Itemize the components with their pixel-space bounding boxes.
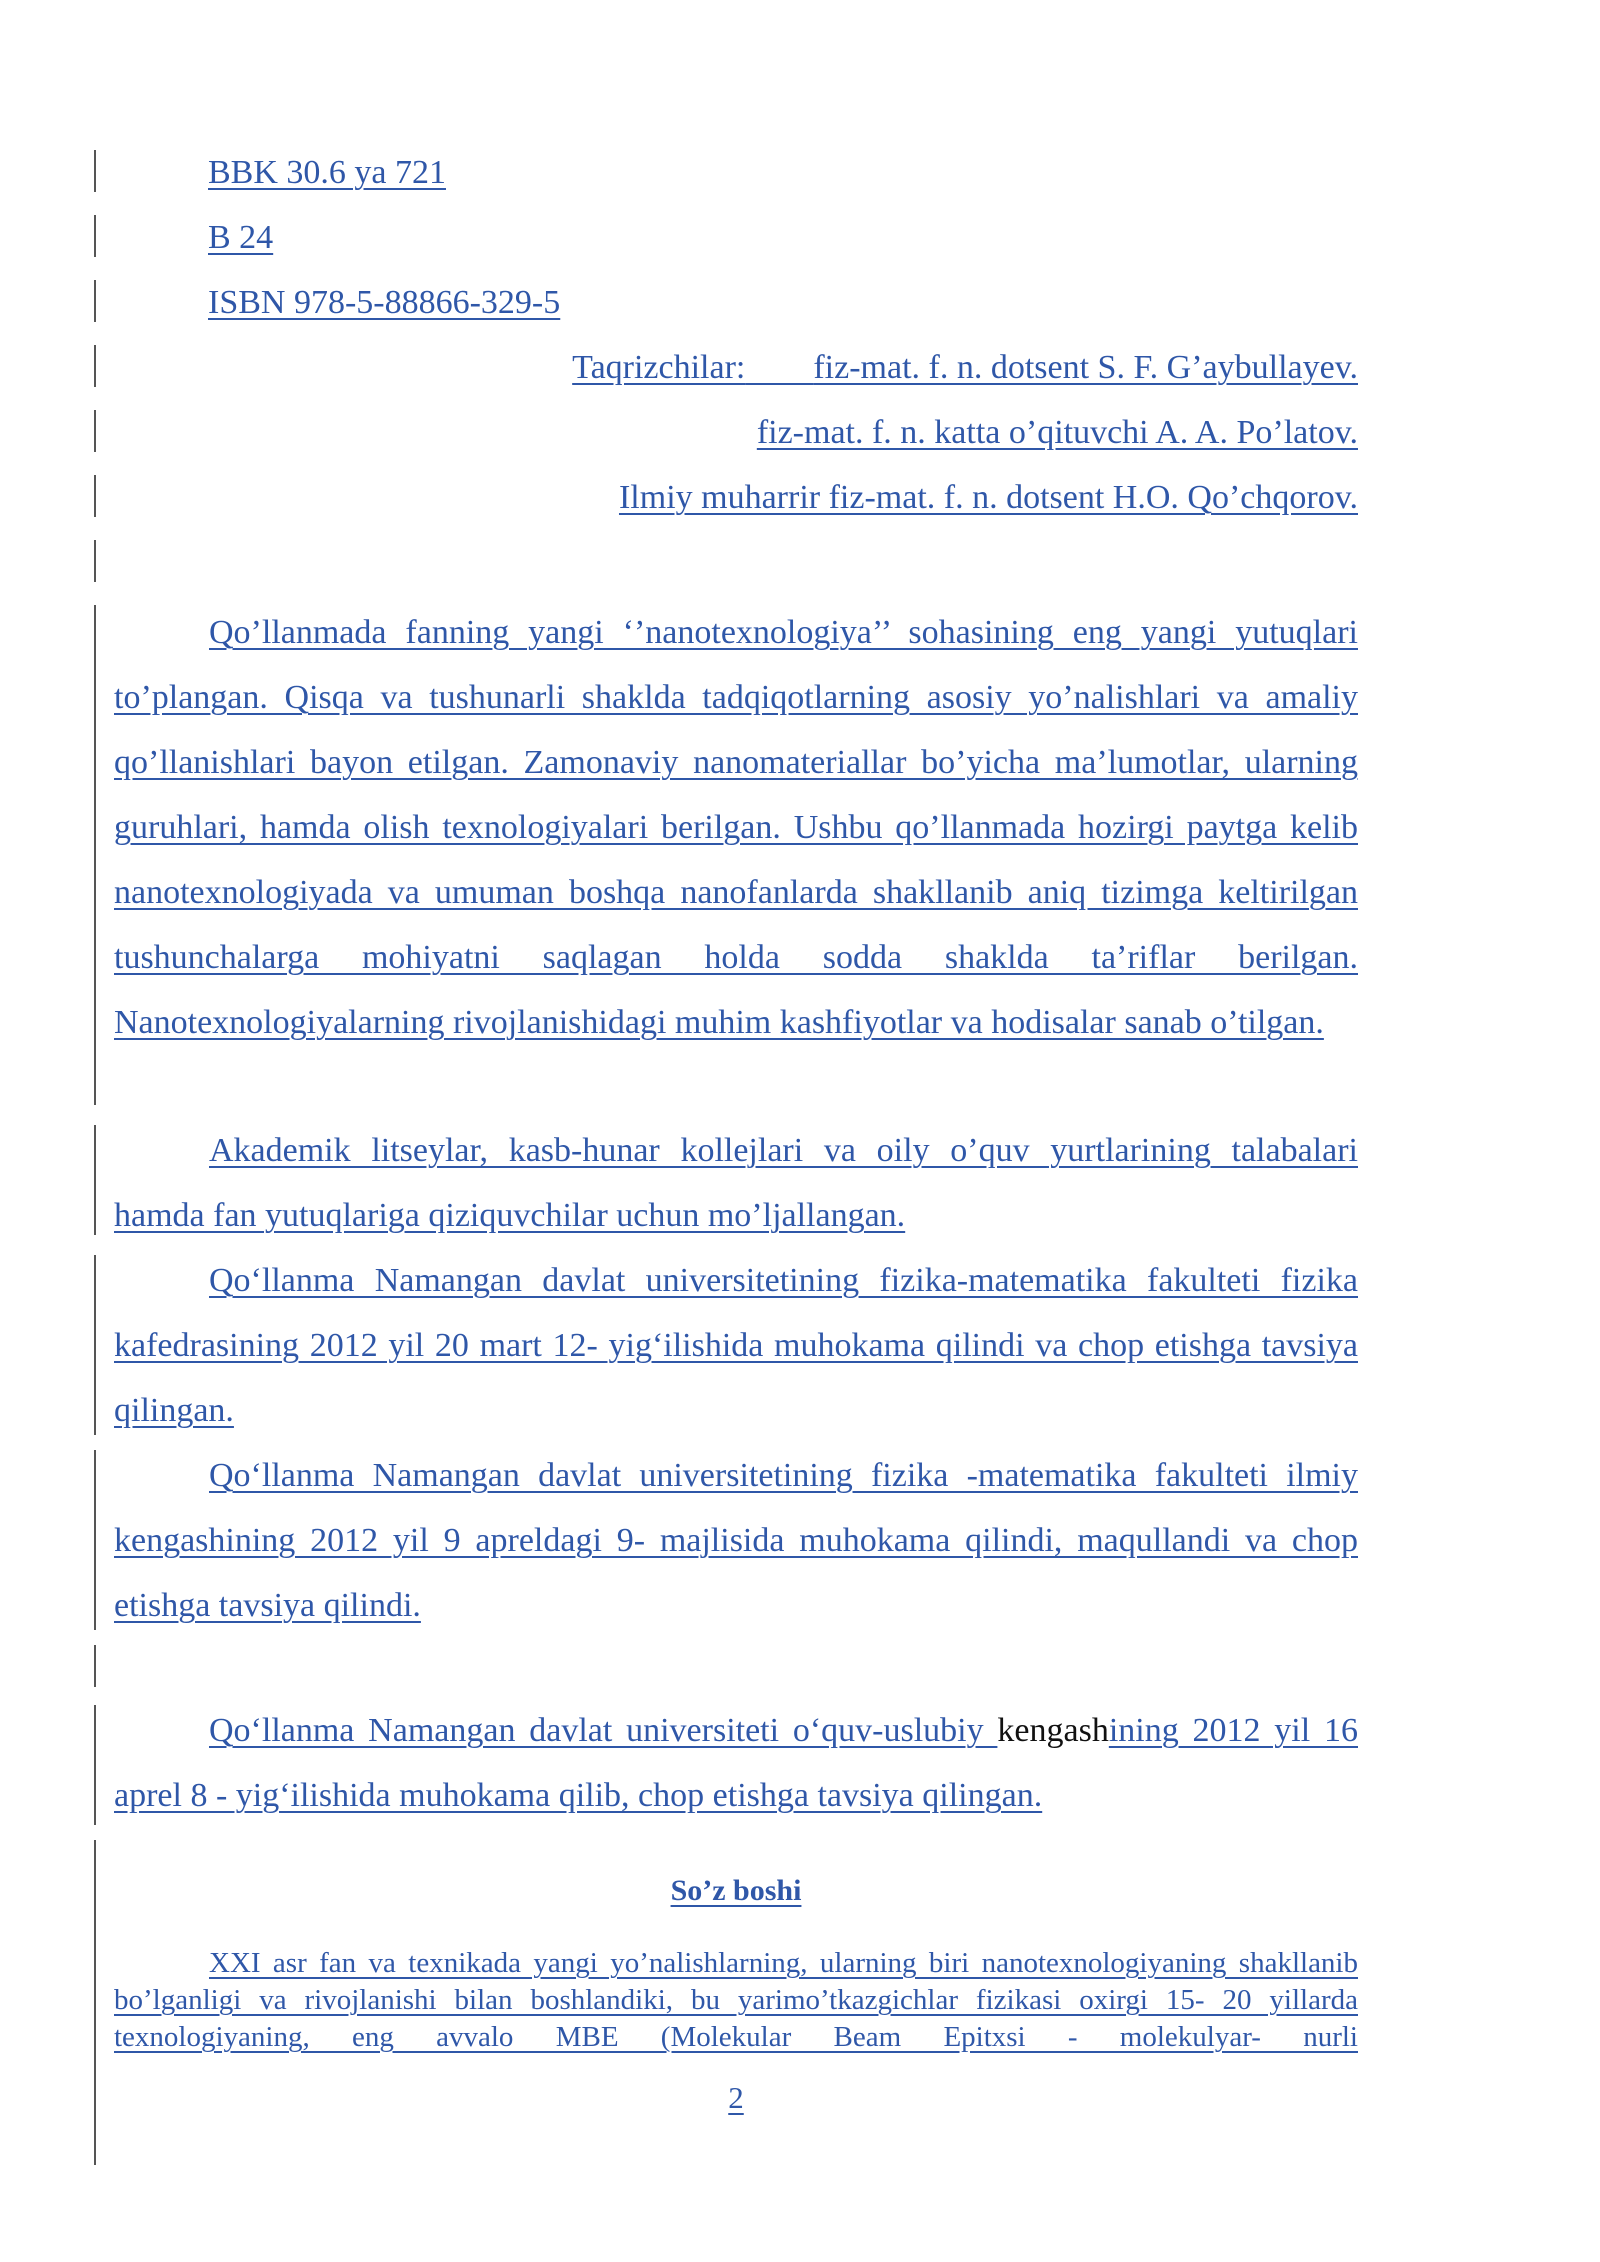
paragraph-audience: Akademik litseylar, kasb-hunar kollejlari va oily o’quv yurtlarining talabalari hamda fan yutuqlariga qiziquvchilar uchun mo’ljallangan.: [114, 1132, 1358, 1234]
change-bar: [94, 1450, 96, 1630]
change-bar: [94, 475, 96, 517]
preface-title: So’z boshi: [670, 1874, 802, 1907]
reviewers-label: Taqrizchilar:: [572, 349, 746, 386]
page-number: 2: [728, 2080, 744, 2115]
change-bar: [94, 345, 96, 387]
change-bar: [94, 605, 96, 1105]
change-bar: [94, 1255, 96, 1435]
change-bar: [94, 1645, 96, 1687]
scientific-editor: Ilmiy muharrir fiz-mat. f. n. dotsent H.O. Qo’chqorov.: [618, 479, 1358, 516]
change-bar: [94, 215, 96, 257]
change-bar: [94, 280, 96, 322]
paragraph-council-approval: Qo‘llanma Namangan davlat universitetining fizika -matematika fakulteti ilmiy kengashining 2012 yil 9 apreldagi 9- majlisida muhokama qilindi, maqullandi va chop etishga tavsiya qilindi.: [114, 1457, 1358, 1624]
paragraph-department-approval: Qo‘llanma Namangan davlat universitetining fizika-matematika fakulteti fizika kafedrasining 2012 yil 20 mart 12- yig‘ilishida muhokama qilindi va chop etishga tavsiya qilingan.: [114, 1262, 1358, 1429]
change-bar: [94, 150, 96, 192]
paragraph-annotation: Qo’llanmada fanning yangi ‘’nanotexnologiya’’ sohasining eng yangi yutuqlari to’plangan. Qisqa va tushunarli shaklda tadqiqotlarning asosiy yo’nalishlari va amaliy qo’llanishlari bayon etilgan. Zamonaviy nanomateriallar bo’yicha ma’lumotlar, ularning guruhlari, hamda olish texnologiyalari berilgan. Ushbu qo’llanmada hozirgi paytga kelib nanotexnologiyada va umuman boshqa nanofanlarda shakllanib aniq tizimga keltirilgan tushunchalarga mohiyatni saqlagan holda sodda shaklda ta’riflar berilgan. Nanotexnologiyalarning rivojlanishidagi muhim kashfiyotlar va hodisalar sanab o’tilgan.: [114, 614, 1358, 1041]
change-bar: [94, 540, 96, 582]
isbn: ISBN 978-5-88866-329-5: [208, 284, 561, 321]
bbk-code: BBK 30.6 ya 721: [208, 154, 446, 191]
change-bar: [94, 1125, 96, 1235]
preface-text: XXI asr fan va texnikada yangi yo’nalishlarning, ularning biri nanotexnologiyaning shakllanib bo’lganligi va rivojlanishi bilan boshlandiki, bu yarimo’tkazgichlar fizikasi oxirgi 15- 20 yillarda texnologiyaning, eng avvalo MBE (Molekular Beam Epitxsi - molekulyar- nurli: [114, 1947, 1358, 2053]
change-bar: [94, 1705, 96, 1825]
reviewers-line-1: [572, 348, 1358, 388]
reviewer-2: fiz-mat. f. n. katta o’qituvchi A. A. Po’latov.: [756, 414, 1358, 451]
change-bar: [94, 410, 96, 452]
book-code: B 24: [208, 219, 274, 256]
paragraph-methodical-approval: Qo‘llanma Namangan davlat universiteti o‘quv-uslubiy kengashining 2012 yil 16 aprel 8 - yig‘ilishida muhokama qilib, chop etishga tavsiya qilingan.: [114, 1712, 1358, 1814]
reviewer-1: fiz-mat. f. n. dotsent S. F. G’aybullayev.: [813, 349, 1358, 386]
